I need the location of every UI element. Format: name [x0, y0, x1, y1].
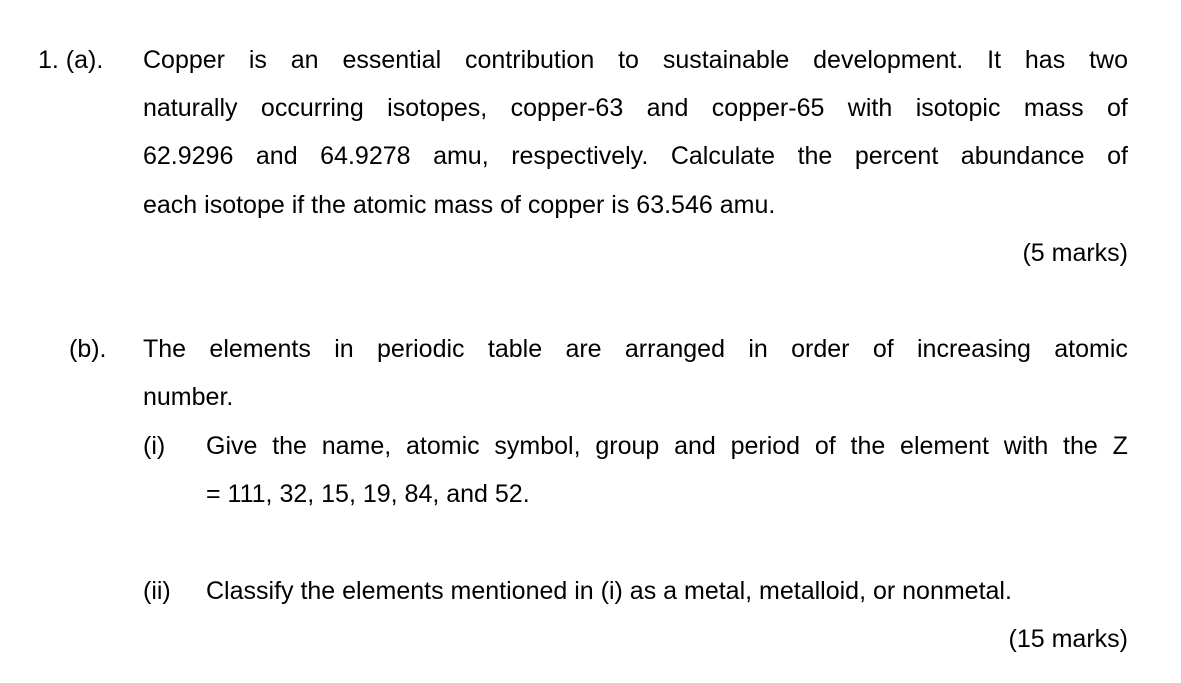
word: the	[1063, 432, 1098, 460]
part-a-line-1	[143, 45, 1128, 75]
word: is	[248, 46, 267, 74]
word: in	[748, 335, 768, 363]
word: Give	[206, 432, 258, 460]
word: essential	[342, 46, 442, 74]
word: occurring	[260, 94, 364, 122]
word: copper-65	[711, 94, 825, 122]
part-b-intro-line-2: number.	[143, 383, 234, 411]
word: It	[987, 46, 1002, 74]
word: of	[1107, 94, 1128, 122]
word: two	[1089, 46, 1128, 74]
sub-i-label: (i)	[143, 432, 166, 460]
word: naturally	[143, 94, 238, 122]
word: atomic	[1054, 335, 1128, 363]
word: mass	[1023, 94, 1084, 122]
word: periodic	[377, 335, 465, 363]
sub-ii-text: Classify the elements mentioned in (i) as a metal, metalloid, or nonmetal.	[206, 577, 1012, 605]
word: The	[143, 335, 187, 363]
word: abundance	[960, 142, 1085, 170]
word: order	[791, 335, 850, 363]
word: sustainable	[662, 46, 790, 74]
word: isotopes,	[387, 94, 488, 122]
word: of	[1107, 142, 1128, 170]
word: contribution	[464, 46, 595, 74]
sub-i-line-1	[206, 431, 1128, 461]
word: Z	[1112, 432, 1128, 460]
word: period	[730, 432, 801, 460]
word: element	[900, 432, 989, 460]
word: development.	[813, 46, 964, 74]
part-b-marks: (15 marks)	[1008, 625, 1128, 653]
word: the	[797, 142, 833, 170]
word: symbol,	[494, 432, 581, 460]
part-b-intro-line-1	[143, 334, 1128, 364]
question-number: 1. (a).	[38, 46, 104, 74]
word: and	[674, 432, 716, 460]
sub-ii-label: (ii)	[143, 577, 171, 605]
word: the	[850, 432, 886, 460]
word: copper-63	[510, 94, 624, 122]
word: with	[847, 94, 893, 122]
word: isotopic	[915, 94, 1001, 122]
word: 62.9296	[143, 142, 234, 170]
word: increasing	[917, 335, 1031, 363]
word: an	[290, 46, 319, 74]
word: and	[255, 142, 298, 170]
word: name,	[321, 432, 392, 460]
part-a-marks: (5 marks)	[1022, 239, 1128, 267]
word: to	[618, 46, 639, 74]
word: atomic	[406, 432, 480, 460]
word: 64.9278	[320, 142, 411, 170]
word: with	[1003, 432, 1049, 460]
word: group	[595, 432, 660, 460]
part-b-label: (b).	[69, 335, 107, 363]
word: elements	[209, 335, 311, 363]
word: table	[487, 335, 543, 363]
word: in	[334, 335, 354, 363]
word: amu,	[433, 142, 489, 170]
word: are	[565, 335, 602, 363]
word: the	[272, 432, 307, 460]
word: has	[1024, 46, 1066, 74]
word: Copper	[143, 46, 225, 74]
word: of	[814, 432, 836, 460]
sub-i-line-2: = 111, 32, 15, 19, 84, and 52.	[206, 480, 530, 508]
word: and	[646, 94, 689, 122]
word: percent	[854, 142, 939, 170]
part-a-line-2	[143, 93, 1128, 123]
word: arranged	[624, 335, 725, 363]
part-a-line-4: each isotope if the atomic mass of copper is 63.546 amu.	[143, 191, 776, 219]
word: of	[872, 335, 894, 363]
word: respectively.	[511, 142, 649, 170]
part-a-line-3	[143, 141, 1128, 171]
word: Calculate	[670, 142, 776, 170]
